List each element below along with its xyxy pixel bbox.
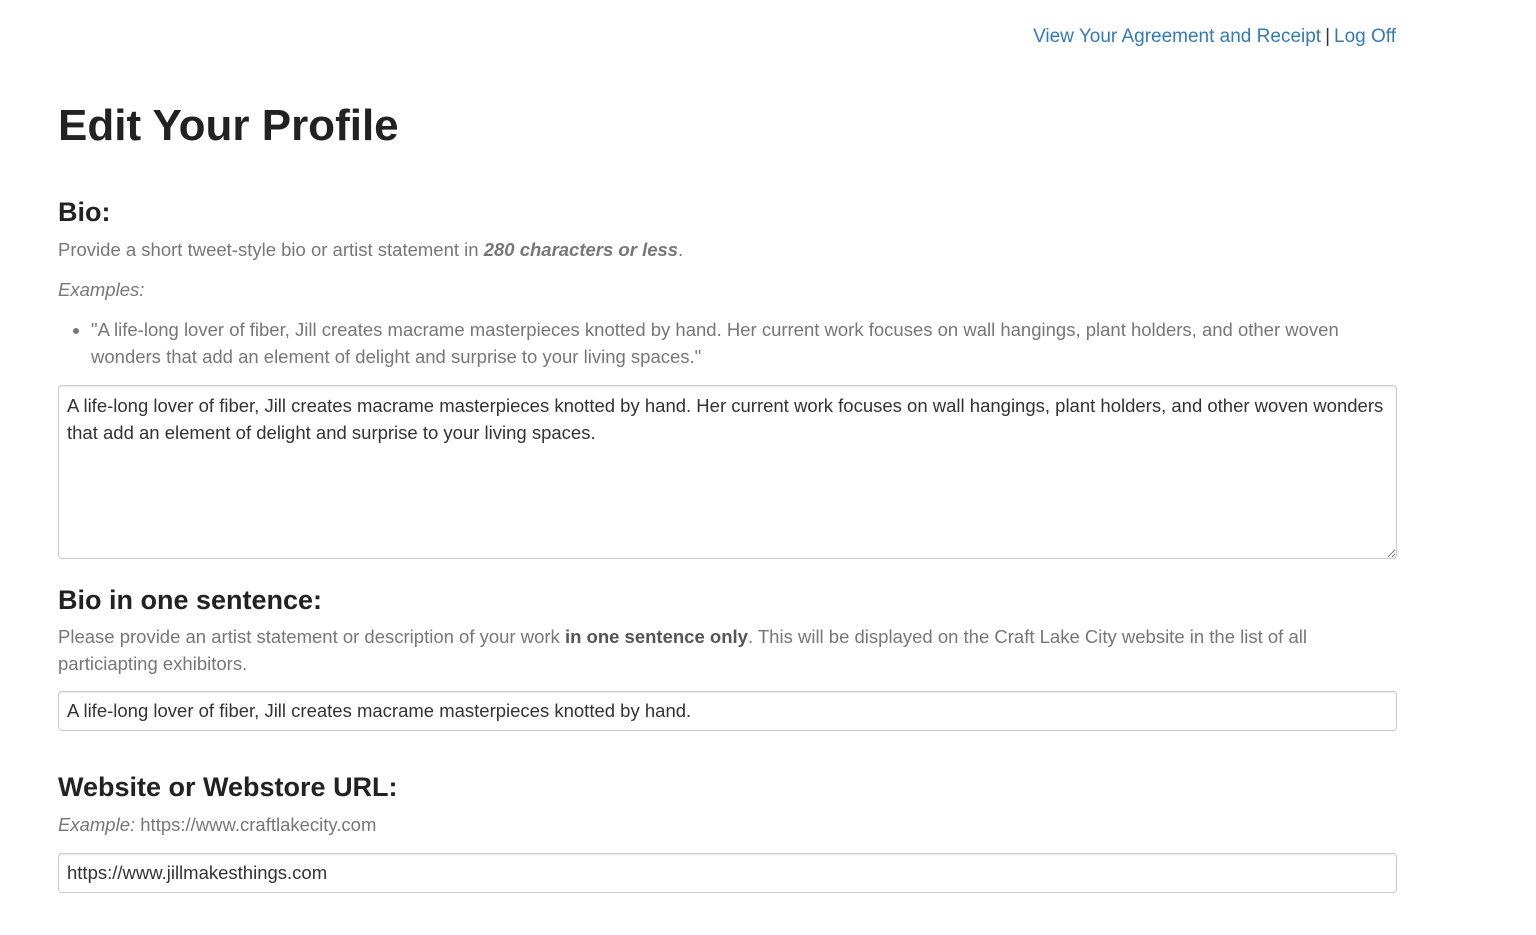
website-help-text (58, 811, 1397, 838)
bio-sentence-help-text (58, 623, 1397, 677)
bio-sentence-input[interactable] (58, 691, 1397, 731)
bio-help-prefix: Provide a short tweet-style bio or artist statement in (58, 239, 484, 260)
link-separator: | (1325, 26, 1331, 47)
website-url-input[interactable] (58, 853, 1397, 893)
top-nav-links (1033, 24, 1396, 50)
bio-example-item: • "A life-long lover of fiber, Jill creates macrame masterpieces knotted by hand. Her current work focuses on wall hangings, plant holders, and other woven wonders that add an element of delight and surprise to your living spaces." (91, 316, 1397, 370)
view-agreement-link[interactable]: View Your Agreement and Receipt (1033, 26, 1322, 47)
page-title: Edit Your Profile (58, 101, 399, 150)
website-example-value: https://www.craftlakecity.com (135, 814, 377, 835)
bio-sentence-help-emphasis: in one sentence only (564, 626, 748, 647)
website-heading: Website or Webstore URL: (58, 772, 398, 802)
bio-help-text (58, 236, 1397, 263)
log-off-link[interactable]: Log Off (1334, 26, 1396, 47)
bio-examples-label: Examples: (58, 279, 145, 300)
bio-sentence-help-suffix: . This will be displayed on the Craft Lake City website in the list of all particiapting exhibitors. (58, 626, 1307, 674)
website-section (58, 770, 1397, 893)
bio-sentence-section (58, 583, 1397, 731)
bio-section (58, 195, 1397, 370)
bio-textarea[interactable] (58, 385, 1397, 559)
bio-heading: Bio: (58, 197, 111, 227)
bio-sentence-heading: Bio in one sentence: (58, 585, 323, 615)
bio-help-emphasis: 280 characters or less (483, 239, 679, 260)
bio-sentence-help-prefix: Please provide an artist statement or description of your work (58, 626, 565, 647)
bio-help-suffix: . (678, 239, 684, 260)
bio-examples-list (58, 316, 1397, 370)
website-example-label: Example: (58, 814, 136, 835)
